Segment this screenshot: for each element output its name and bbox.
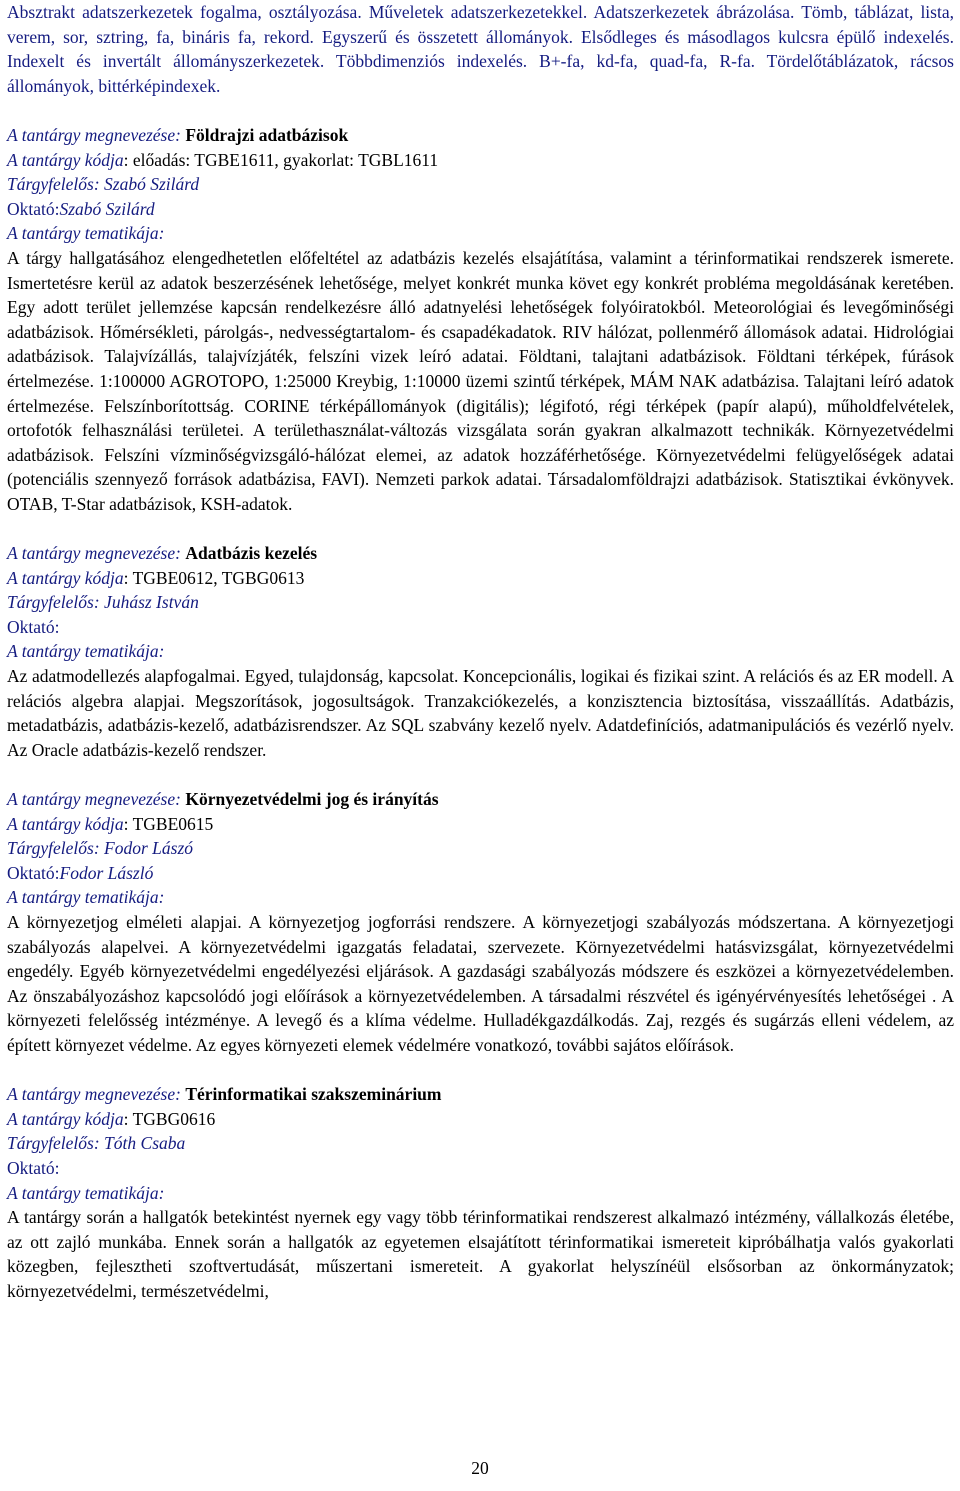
course-responsible-line [7,836,954,861]
course-responsible-label: Tárgyfelelős: [7,592,105,613]
document-page [7,0,954,1303]
course-code-separator: : [123,567,133,588]
course-name: Földrajzi adatbázisok [185,124,349,145]
course-responsible-label: Tárgyfelelős: [7,174,105,195]
course-section-kornyezetvedelmi-jog [7,787,954,1058]
course-instructor-label: Oktató: [7,616,60,637]
course-instructor-line [7,615,954,640]
course-description: A tárgy hallgatásához elengedhetetlen előfeltétel az adatbázis kezelés elsajátítása, valamint a térinformatikai rendszerek ismerete. Ismertetésre kerül az adatok beszerzésének lehetősége, melyet konkrét munka követ egy konkrét probléma megoldásának keretében. Egy adott terület jellemzése kapcsán rendelkezésre álló adatnyelési lehetőségek folyóiratokból. Meteorológiai és levegőminőségi adatbázisok. Hőmérsékleti, párolgás-, nedvességtartalom- és csapadékadatok. RIV hálózat, pollenmérő állomások adatai. Hidrológiai adatbázisok. Talajvízállás, talajvízjáték, felszíni vizek leíró adatai. Földtani, talajtani adatbázisok. Földtani térképek, fúrások értelmezése. 1:100000 AGROTOPO, 1:25000 Kreybig, 1:10000 üzemi szintű térképek, MÁM NAK adatbázisa. Talajtani leíró adatok értelmezése. Felszínborítottság. CORINE térképállományok (digitális); légifotó, régi térképek (papír alapú), műholdfelvételek, ortofotók felhasználási területei. A területhasználat-változás vizsgálata során gyakran alkalmazott technikák. Környezetvédelmi adatbázisok. Felszíni vízminőségvizsgáló-hálózat elemei, az adatok hozzáférhetősége. Környezetvédelmi felügyelőségek adatai (potenciális szennyező források adatbázisa, FAVI). Nemzeti parkok adatai. Társadalomföldrajzi adatbázisok. Statisztikai évkönyvek. OTAB, T-Star adatbázisok, KSH-adatok. [7,247,954,514]
course-code-line [7,1107,954,1132]
course-responsible-line [7,590,954,615]
course-responsible-label: Tárgyfelelős: [7,838,105,859]
intro-paragraph: Absztrakt adatszerkezetek fogalma, osztályozása. Műveletek adatszerkezetekkel. Adatszerkezetek ábrázolása. Tömb, táblázat, lista, verem, sor, sztring, fa, bináris fa, rekord. Egyszerű és összetett állományok. Elsődleges és másodlagos kulcsra épülő indexelés. Indexelt és invertált állományszerkezetek. Többdimenziós indexelés. B+-fa, kd-fa, quad-fa, R-fa. Tördelőtáblázatok, rácsos állományok, bittérképindexek. [7,2,954,96]
course-code: TGBE0615 [132,813,214,834]
course-topics-line [7,1181,954,1206]
course-name-line [7,541,954,566]
course-code-label: A tantárgy kódja [7,149,124,170]
course-code-separator: : [123,813,133,834]
course-topics-line [7,885,954,910]
course-instructor-label: Oktató: [7,862,60,883]
course-topics-label: A tantárgy tematikája: [7,887,165,908]
course-instructor-line [7,861,954,886]
page-number: 20 [471,1458,489,1478]
course-responsible-line [7,1131,954,1156]
course-topics-line [7,221,954,246]
course-instructor: Szabó Szilárd [59,198,155,219]
course-instructor-label: Oktató: [7,1157,60,1178]
course-name-line [7,1082,954,1107]
course-code-label: A tantárgy kódja [7,1108,124,1129]
course-section-adatbazis-kezeles [7,541,954,762]
course-name-label: A tantárgy megnevezése: [7,789,186,809]
course-topics-label: A tantárgy tematikája: [7,223,165,244]
course-code: TGBG0616 [132,1108,216,1129]
course-description: Az adatmodellezés alapfogalmai. Egyed, tulajdonság, kapcsolat. Koncepcionális, logikai és fizikai szint. A relációs és az ER modell. A relációs algebra alapjai. Megszorítások, jogosultságok. Tranzakciókezelés, a konzisztencia biztosítása, visszaállítás. Adatbázis, metadatbázis, adatbázis-kezelő, adatbázisrendszer. Az SQL szabvány kezelő nyelv. Adatdefiníciós, adatmanipulációs és vezérlő nyelv. Az Oracle adatbázis-kezelő rendszer. [7,666,954,760]
course-code-separator: : [123,149,133,170]
course-name-line [7,787,954,812]
course-code: TGBE0612, TGBG0613 [132,567,305,588]
course-code-label: A tantárgy kódja [7,567,124,588]
course-name-label: A tantárgy megnevezése: [7,543,186,564]
course-responsible-label: Tárgyfelelős: [7,1133,105,1154]
course-instructor-line [7,1156,954,1181]
course-name-label: A tantárgy megnevezése: [7,1084,186,1105]
course-instructor-label: Oktató: [7,198,60,219]
course-responsible: Szabó Szilárd [104,174,200,195]
course-instructor-line [7,197,954,222]
course-code: előadás: TGBE1611, gyakorlat: TGBL1611 [132,149,439,170]
course-topics-label: A tantárgy tematikája: [7,641,165,662]
course-section-terinformatikai-szakszeminarium [7,1082,954,1303]
course-name: Térinformatikai szakszeminárium [185,1084,442,1105]
course-responsible: Tóth Csaba [104,1133,186,1154]
course-topics-line [7,639,954,664]
course-name: Környezetvédelmi jog és irányítás [185,789,439,809]
course-section-foldrajzi-adatbazisok [7,123,954,517]
course-code-label: A tantárgy kódja [7,813,124,834]
course-code-line [7,148,954,173]
course-name-line [7,123,954,148]
course-responsible: Juhász István [104,592,199,613]
course-name-label: A tantárgy megnevezése: [7,124,186,145]
course-responsible-line [7,172,954,197]
course-instructor: Fodor László [59,862,154,883]
course-description: A tantárgy során a hallgatók betekintést nyernek egy vagy több térinformatikai rendszerest alkalmazó intézmény, vállalkozás életébe, az ott zajló munkába. Ennek során a hallgatók az egyetemen elsajátított térinformatikai ismereteit kipróbálhatja valós gyakorlati közegben, fejlesztheti szoftvertudását, műszertani ismereteit. A gyakorlat helyszínéül elsősorban az önkormányzatok; környezetvédelmi, természetvédelmi, [7,1207,954,1301]
course-name: Adatbázis kezelés [185,543,318,564]
course-topics-label: A tantárgy tematikája: [7,1182,165,1203]
course-description: A környezetjog elméleti alapjai. A környezetjog jogforrási rendszere. A környezetjogi szabályozás módszertana. A környezetjogi szabályozás alapelvei. A környezetvédelmi igazgatás feladatai, szervezete. Környezetvédelmi hatásvizsgálat, környezetvédelmi engedély. Egyéb környezetvédelmi engedélyezési eljárások. A gazdasági szabályozás módszere és eszközei a környezetvédelemben. Az önszabályozáshoz kapcsolódó jogi előírások a környezetvédelemben. A társadalmi részvétel és igényérvényesítés lehetőségei . A környezeti felelősség intézménye. A levegő és a klíma védelme. Hulladékgazdálkodás. Zaj, rezgés és sugárzás elleni védelem, az épített környezet védelme. Az egyes környezeti elemek védelmére vonatkozó, további sajátos előírások. [7,911,954,1055]
course-responsible: Fodor Lászó [104,838,194,859]
course-code-line [7,566,954,591]
course-code-line [7,812,954,837]
course-code-separator: : [123,1108,133,1129]
